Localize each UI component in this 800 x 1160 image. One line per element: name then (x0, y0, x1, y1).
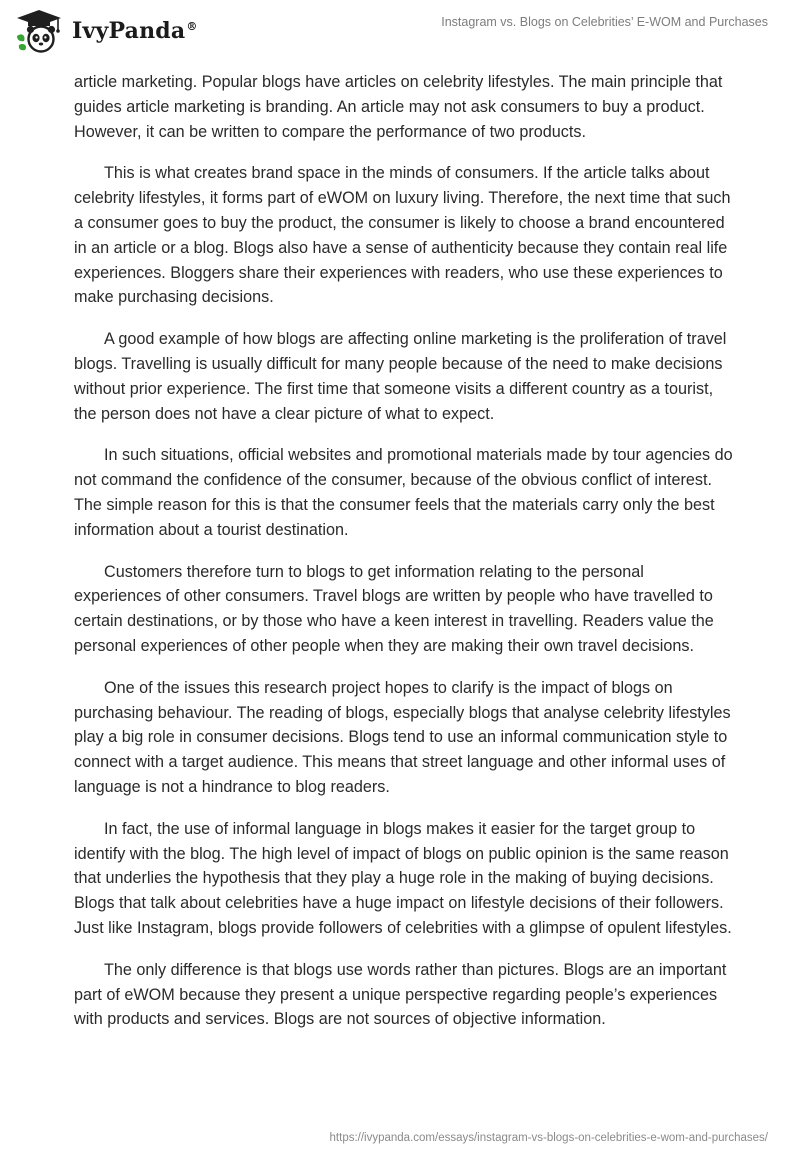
logo-text: IvyPanda (72, 18, 186, 44)
logo-wordmark (72, 18, 198, 44)
paragraph: One of the issues this research project hopes to clarify is the impact of blogs on purchasing behaviour. The reading of blogs, especially blogs that analyse celebrity lifestyles play a big role in consumer decisions. Blogs tend to use an informal communication style to connect with a target audience. This means that street language and other informal uses of language is not a hindrance to blog readers. (74, 678, 731, 796)
essay-body (74, 70, 734, 1049)
paragraph: A good example of how blogs are affecting online marketing is the proliferation of travel blogs. Travelling is usually difficult for many people because of the need to make decisions without prior experience. The first time that someone visits a different country as a tourist, the person does not have a clear picture of what to expect. (74, 330, 727, 423)
panda-graduate-icon (14, 8, 64, 54)
page-header (0, 0, 800, 60)
paragraph: article marketing. Popular blogs have articles on celebrity lifestyles. The main principle that guides article marketing is branding. An article may not ask consumers to buy a product. However, it can be written to compare the performance of two products. (74, 73, 723, 141)
source-url-link[interactable]: https://ivypanda.com/essays/instagram-vs-blogs-on-celebrities-e-wom-and-purchases/ (329, 1132, 768, 1144)
registered-mark: ® (186, 20, 198, 33)
paragraph: In fact, the use of informal language in blogs makes it easier for the target group to identify with the blog. The high level of impact of blogs on public opinion is the same reason that underlies the hypothesis that they play a huge role in the making of buying decisions. Blogs that talk about celebrities have a huge impact on lifestyle decisions of their followers. Just like Instagram, blogs provide followers of celebrities with a glimpse of opulent lifestyles. (74, 819, 732, 937)
paragraph: Customers therefore turn to blogs to get information relating to the personal experiences of other consumers. Travel blogs are written by people who have travelled to certain destinations, or by those who have a keen interest in travelling. Readers value the personal experiences of other people when they are making their own travel decisions. (74, 562, 714, 655)
document-title: Instagram vs. Blogs on Celebrities’ E-WOM and Purchases (441, 15, 768, 29)
paragraph: This is what creates brand space in the minds of consumers. If the article talks about celebrity lifestyles, it forms part of eWOM on luxury living. Therefore, the next time that such a consumer goes to buy the product, the consumer is likely to choose a brand encountered in an article or a blog. Blogs also have a sense of authenticity because they contain real life experiences. Bloggers share their experiences with readers, who use these experiences to make purchasing decisions. (74, 164, 731, 307)
paragraph: The only difference is that blogs use words rather than pictures. Blogs are an important part of eWOM because they present a unique perspective regarding people’s experiences with products and services. Blogs are not sources of objective information. (74, 960, 727, 1029)
paragraph: In such situations, official websites and promotional materials made by tour agencies do not command the confidence of the consumer, because of the obvious conflict of interest. The simple reason for this is that the consumer feels that the materials carry only the best information about a tourist destination. (74, 446, 733, 539)
ivypanda-logo[interactable] (14, 8, 198, 54)
